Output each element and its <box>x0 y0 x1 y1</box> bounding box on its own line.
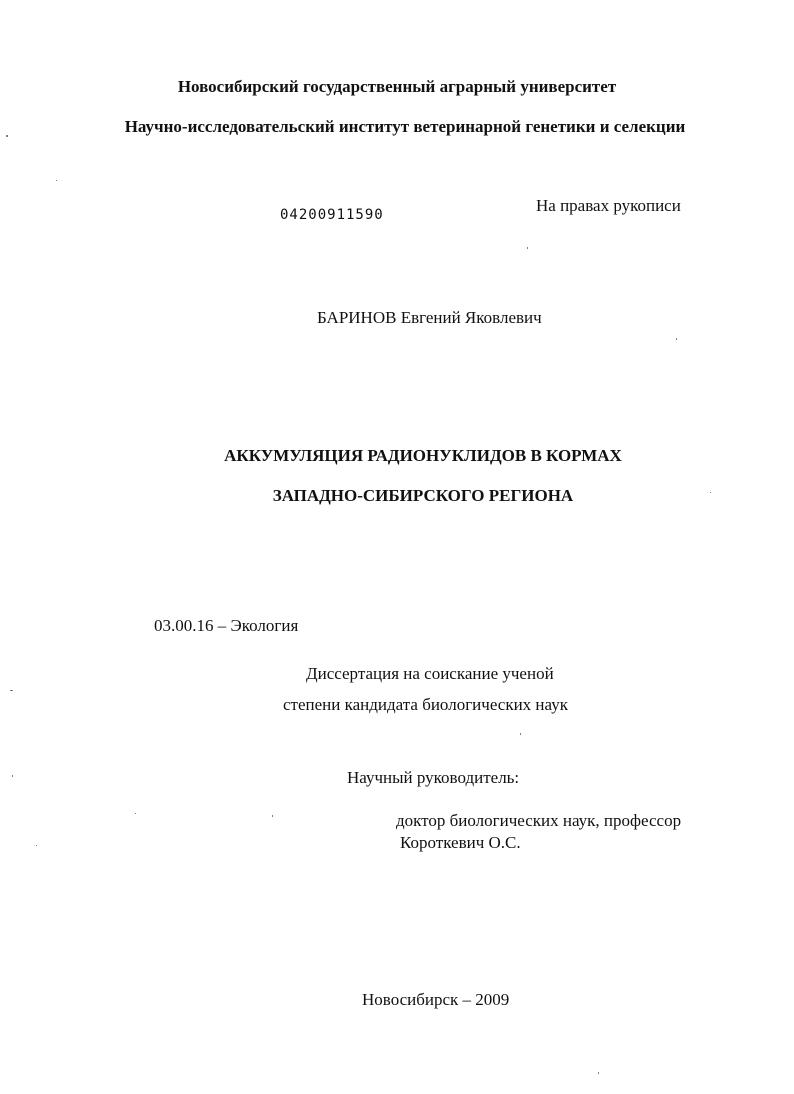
scan-speck <box>10 690 13 691</box>
degree-line-2: степени кандидата биологических наук <box>283 695 568 714</box>
institute-name: Научно-исследовательский институт ветеринарной генетики и селекции <box>124 117 686 136</box>
scan-speck <box>520 733 521 735</box>
university-name: Новосибирский государственный аграрный университет <box>177 77 617 96</box>
place-and-year: Новосибирск – 2009 <box>362 990 510 1009</box>
manuscript-rights: На правах рукописи <box>536 196 681 215</box>
scan-speck <box>710 492 711 493</box>
record-number: 04200911590 <box>280 207 384 223</box>
scan-speck <box>272 815 273 817</box>
scan-speck <box>527 247 528 249</box>
scan-speck <box>598 1072 599 1074</box>
supervisor-label: Научный руководитель: <box>347 768 520 787</box>
degree-line-1: Диссертация на соискание ученой <box>306 664 554 683</box>
dissertation-title-line-1: АККУМУЛЯЦИЯ РАДИОНУКЛИДОВ В КОРМАХ <box>224 446 622 465</box>
scan-speck <box>6 135 8 137</box>
scan-speck <box>12 775 13 777</box>
specialty-code: 03.00.16 – Экология <box>154 616 299 635</box>
dissertation-title-line-2: ЗАПАДНО-СИБИРСКОГО РЕГИОНА <box>272 486 574 505</box>
supervisor-title: доктор биологических наук, профессор <box>396 811 682 830</box>
scan-speck <box>135 813 136 814</box>
scan-speck <box>56 180 57 181</box>
scan-speck <box>676 338 677 340</box>
scan-speck <box>36 845 37 846</box>
author-name: БАРИНОВ Евгений Яковлевич <box>317 308 542 327</box>
supervisor-name: Короткевич О.С. <box>400 833 521 852</box>
